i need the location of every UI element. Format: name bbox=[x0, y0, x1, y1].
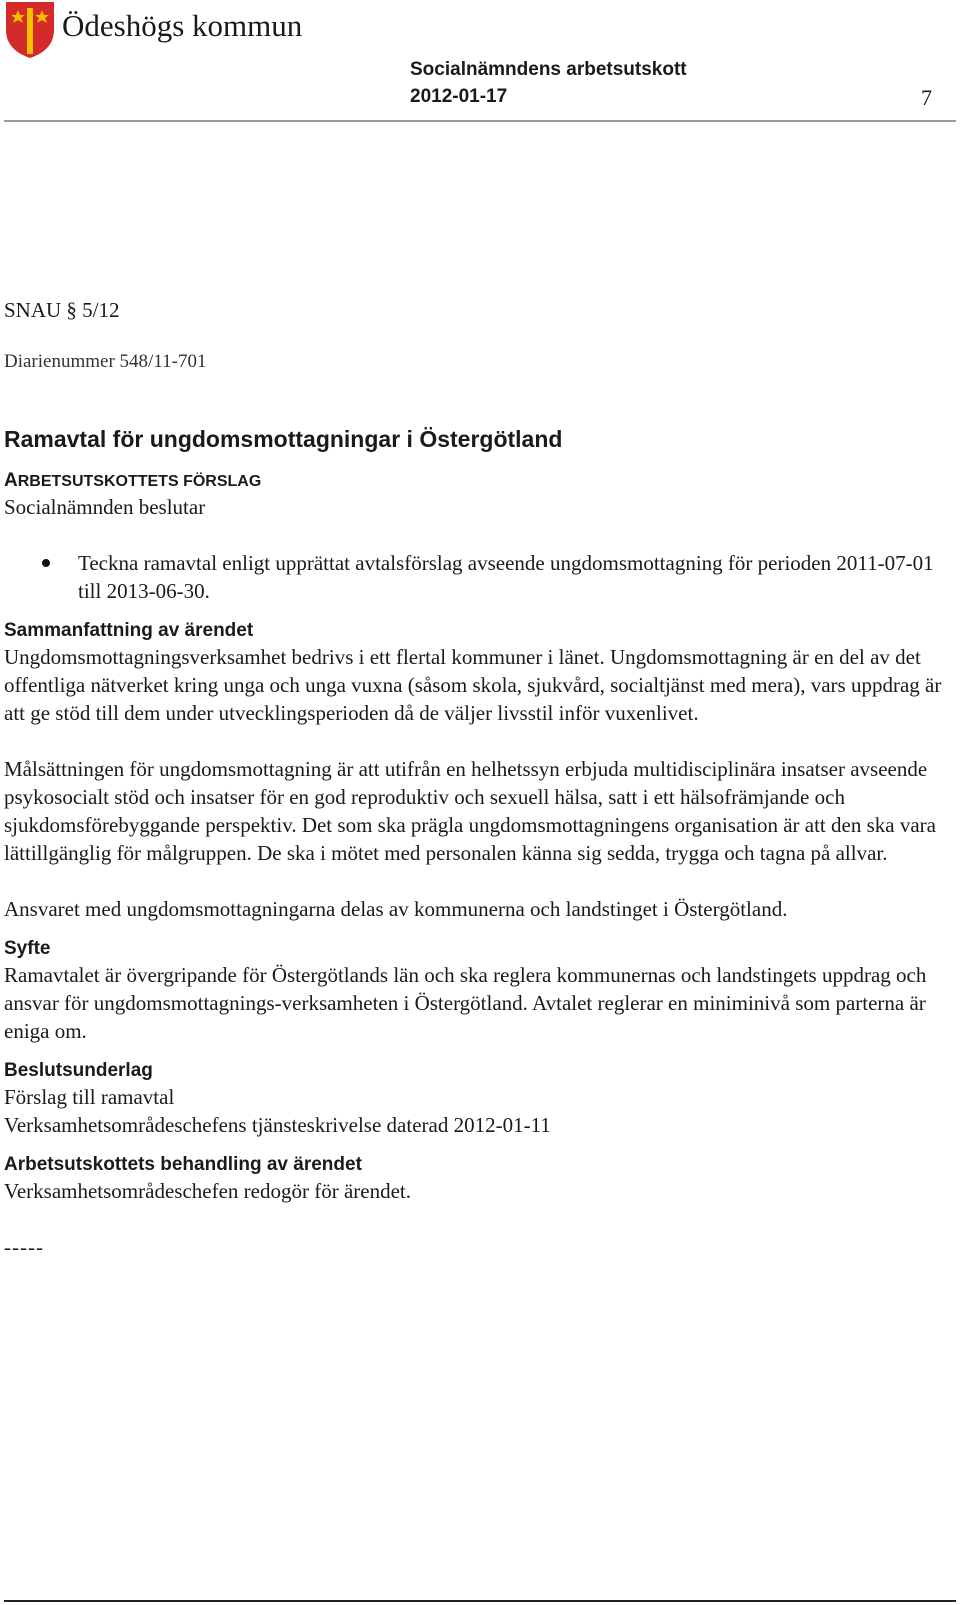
section-separator: ----- bbox=[4, 1235, 44, 1259]
meeting-date: 2012-01-17 bbox=[410, 86, 508, 107]
proposal-bullet-list bbox=[4, 549, 954, 605]
proposal-heading-rest: RBETSUTSKOTTETS FÖRSLAG bbox=[17, 473, 262, 490]
handling-text: Verksamhetsområdeschefen redogör för ärendet. bbox=[4, 1179, 411, 1203]
proposal-intro: Socialnämnden beslutar bbox=[4, 495, 206, 519]
municipality-coat-of-arms-icon bbox=[4, 0, 56, 60]
basis-item: Verksamhetsområdeschefens tjänsteskrivelse daterad 2012-01-11 bbox=[4, 1113, 551, 1137]
proposal-heading bbox=[4, 470, 954, 493]
footer-divider bbox=[4, 1600, 956, 1602]
case-title: Ramavtal för ungdomsmottagningar i Östergötland bbox=[4, 426, 563, 452]
proposal-bullet-item bbox=[78, 549, 954, 605]
summary-paragraph: Målsättningen för ungdomsmottagning är att utifrån en helhetssyn erbjuda multidisciplinära insatser avseende psykosocialt stöd och insatser för en god reproduktiv och sexuell hälsa, satt i ett hälsofrämjande och sjukdomsförebyggande perspektiv. Det som ska prägla ungdomsmottagningens organisation är att den ska vara lättillgänglig för målgruppen. De ska i mötet med personalen känna sig sedda, trygga och tagna på allvar. bbox=[4, 757, 936, 865]
summary-paragraph: Ungdomsmottagningsverksamhet bedrivs i ett flertal kommuner i länet. Ungdomsmottagning är en del av det offentliga nätverket kring unga och unga vuxna (såsom skola, sjukvård, socialtjänst med mera), vars uppdrag är att ge stöd till dem under utvecklingsperioden då de väljer livsstil inför vuxenlivet. bbox=[4, 645, 942, 725]
page-number: 7 bbox=[921, 85, 932, 110]
handling-heading: Arbetsutskottets behandling av ärendet bbox=[4, 1154, 362, 1175]
header-divider bbox=[4, 120, 956, 122]
summary-paragraph: Ansvaret med ungdomsmottagningarna delas av kommunerna och landstinget i Östergötland. bbox=[4, 897, 788, 921]
basis-item: Förslag till ramavtal bbox=[4, 1085, 175, 1109]
municipality-name: Ödeshögs kommun bbox=[62, 8, 303, 43]
purpose-heading: Syfte bbox=[4, 938, 51, 959]
document-body bbox=[4, 296, 954, 1261]
case-id: SNAU § 5/12 bbox=[4, 298, 120, 322]
proposal-bullet-text: Teckna ramavtal enligt upprättat avtalsförslag avseende ungdomsmottagning för perioden 2011-07-01 till 2013-06-30. bbox=[78, 551, 934, 603]
summary-heading: Sammanfattning av ärendet bbox=[4, 620, 254, 641]
proposal-heading-initial: A bbox=[4, 470, 18, 491]
basis-heading: Beslutsunderlag bbox=[4, 1060, 153, 1081]
committee-name: Socialnämndens arbetsutskott bbox=[410, 59, 687, 80]
diary-number: Diarienummer 548/11-701 bbox=[4, 351, 207, 372]
purpose-text: Ramavtalet är övergripande för Östergötlands län och ska reglera kommunernas och landstingets uppdrag och ansvar för ungdomsmottagnings-verksamheten i Östergötland. Avtalet reglerar en miniminivå som parterna är eniga om. bbox=[4, 963, 927, 1043]
bullet-icon bbox=[42, 559, 50, 567]
